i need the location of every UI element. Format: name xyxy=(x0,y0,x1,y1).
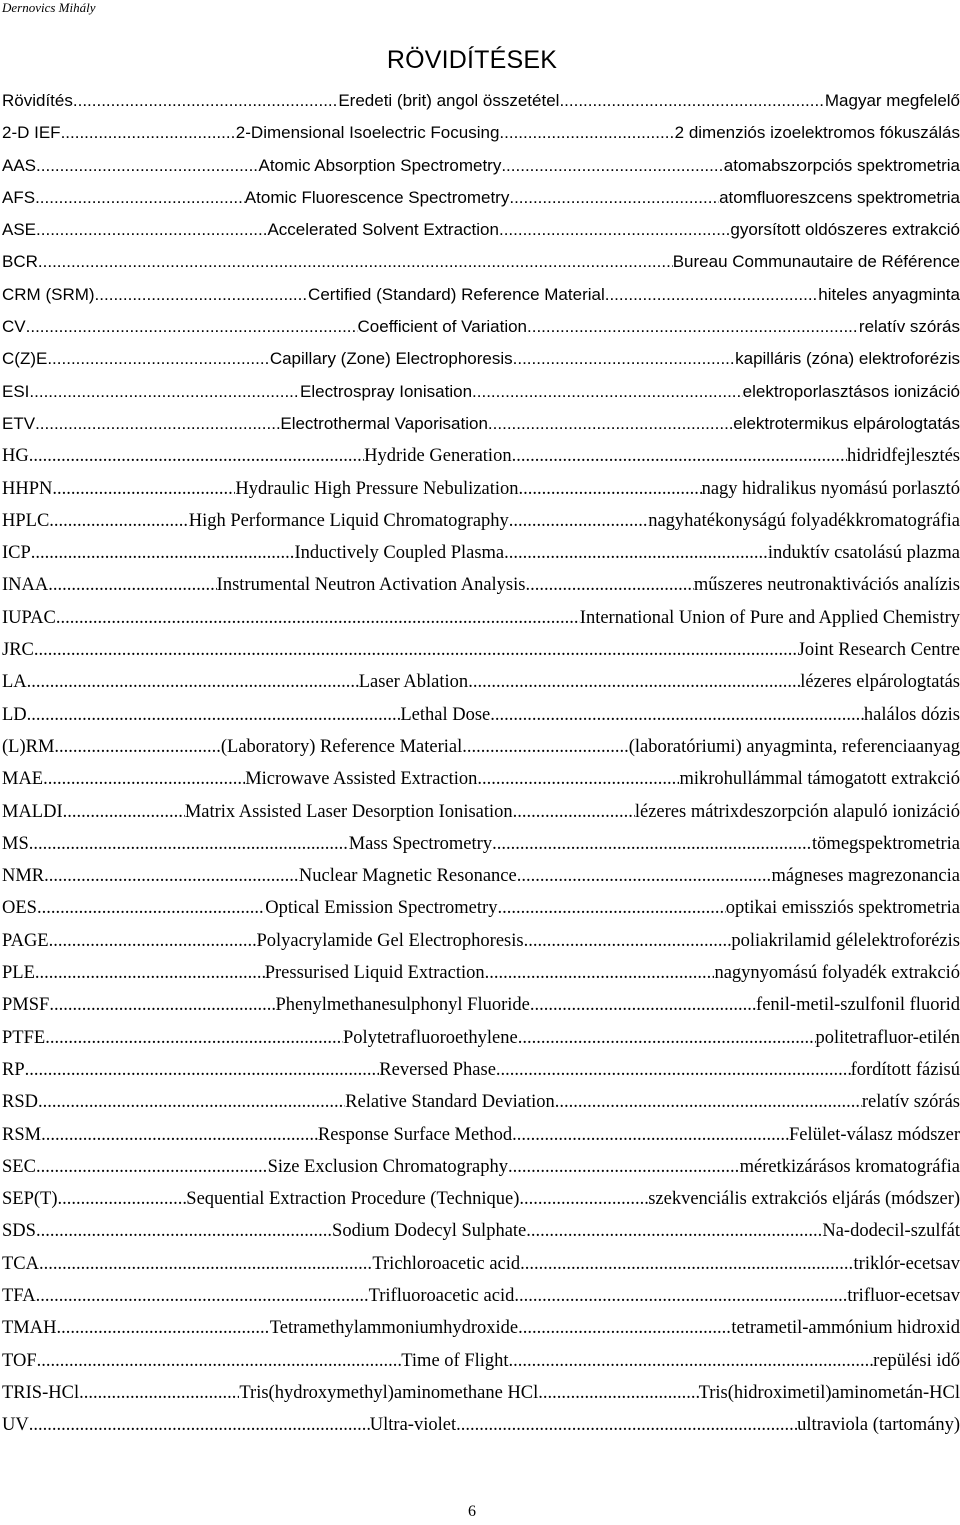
abbreviation: AAS xyxy=(2,155,37,175)
leader-dots xyxy=(555,1086,862,1118)
leader-dots xyxy=(56,602,580,634)
original-english-term: Atomic Fluorescence Spectrometry xyxy=(244,187,510,207)
abbreviation-rows xyxy=(2,117,960,1441)
leader-dots xyxy=(25,1054,380,1086)
leader-dots xyxy=(95,279,309,311)
abbreviation: PMSF xyxy=(2,995,50,1016)
abbreviation-row xyxy=(2,440,960,472)
original-english-term: High Performance Liquid Chromatography xyxy=(188,510,509,531)
abbreviation: LD xyxy=(2,704,27,725)
hungarian-equivalent: nagynyomású folyadék extrakció xyxy=(714,963,960,984)
abbreviation-row xyxy=(2,246,960,278)
leader-dots xyxy=(29,828,349,860)
abbreviation-list xyxy=(2,85,960,1441)
leader-dots xyxy=(27,699,401,731)
leader-dots xyxy=(496,1054,851,1086)
abbreviation: BCR xyxy=(2,252,38,272)
abbreviation: SEP(T) xyxy=(2,1189,58,1210)
leader-dots xyxy=(36,1151,268,1183)
leader-dots xyxy=(31,537,295,569)
original-english-term: Inductively Coupled Plasma xyxy=(294,543,505,564)
abbreviation: RSD xyxy=(2,1092,38,1113)
leader-dots xyxy=(58,1183,187,1215)
original-english-term: Joint Research Centre xyxy=(797,640,960,661)
abbreviation: JRC xyxy=(2,640,34,661)
leader-dots xyxy=(36,1280,369,1312)
leader-dots xyxy=(499,214,730,246)
original-english-term: Ultra-violet xyxy=(369,1415,457,1436)
column-header-abbreviation: Rövidítés xyxy=(2,91,73,110)
abbreviation: ETV xyxy=(2,413,36,433)
abbreviation: TOF xyxy=(2,1350,37,1371)
original-english-term: Reversed Phase xyxy=(379,1059,496,1080)
leader-dots xyxy=(43,763,245,795)
abbreviation: HPLC xyxy=(2,510,50,531)
abbreviation: NMR xyxy=(2,866,45,887)
original-english-term: Optical Emission Spectrometry xyxy=(265,898,498,919)
hungarian-equivalent: relatív szórás xyxy=(861,1092,960,1113)
leader-dots xyxy=(526,1215,822,1247)
page-number: 6 xyxy=(468,1503,476,1520)
abbreviation-row xyxy=(2,763,960,795)
abbreviation: SEC xyxy=(2,1156,36,1177)
leader-dots xyxy=(517,860,772,892)
abbreviation-row xyxy=(2,1312,960,1344)
leader-dots xyxy=(37,892,265,924)
abbreviation-row xyxy=(2,666,960,698)
original-english-term: Time of Flight xyxy=(401,1350,509,1371)
original-english-term: Matrix Assisted Laser Desorption Ionisation xyxy=(184,801,513,822)
hungarian-equivalent: atomabszorpciós spektrometria xyxy=(723,155,960,175)
leader-dots xyxy=(35,182,245,214)
hungarian-equivalent: relatív szórás xyxy=(858,317,960,337)
abbreviation: (L)RM xyxy=(2,736,55,757)
hungarian-equivalent: Felület-válasz módszer xyxy=(788,1124,960,1145)
leader-dots xyxy=(520,1248,853,1280)
leader-dots xyxy=(49,505,188,537)
leader-dots xyxy=(61,117,236,149)
leader-dots xyxy=(54,731,220,763)
leader-dots xyxy=(38,1086,345,1118)
abbreviation-row xyxy=(2,311,960,343)
abbreviation-row xyxy=(2,892,960,924)
leader-dots xyxy=(509,505,648,537)
abbreviation: TRIS-HCl xyxy=(2,1382,80,1403)
hungarian-equivalent: szekvenciális extrakciós eljárás (módszer) xyxy=(648,1189,960,1210)
abbreviation: UV xyxy=(2,1415,29,1436)
leader-dots xyxy=(35,408,280,440)
leader-dots xyxy=(513,796,635,828)
leader-dots xyxy=(518,1022,816,1054)
abbreviation-row xyxy=(2,1119,960,1151)
original-english-term: Polyacrylamide Gel Electrophoresis xyxy=(256,930,524,951)
original-english-term: Trifluoroacetic acid xyxy=(368,1285,515,1306)
abbreviation: AFS xyxy=(2,187,36,207)
original-english-term: Capillary (Zone) Electrophoresis xyxy=(269,349,513,369)
original-english-term: Certified (Standard) Reference Material xyxy=(308,284,605,304)
original-english-term: Pressurised Liquid Extraction xyxy=(264,963,485,984)
abbreviation-row xyxy=(2,1215,960,1247)
hungarian-equivalent: tömegspektrometria xyxy=(812,833,960,854)
original-english-term: Nuclear Magnetic Resonance xyxy=(298,866,517,887)
hungarian-equivalent: fordított fázisú xyxy=(850,1059,960,1080)
leader-dots xyxy=(530,989,756,1021)
leader-dots xyxy=(499,117,674,149)
abbreviation: PLE xyxy=(2,963,35,984)
abbreviation-row xyxy=(2,376,960,408)
leader-dots xyxy=(35,957,265,989)
abbreviation: OES xyxy=(2,898,37,919)
original-english-term: Size Exclusion Chromatography xyxy=(267,1156,509,1177)
leader-dots xyxy=(36,1215,332,1247)
leader-dots xyxy=(525,569,693,601)
original-english-term: Tetramethylammoniumhydroxide xyxy=(269,1318,519,1339)
leader-dots xyxy=(44,860,299,892)
leader-dots xyxy=(538,1377,698,1409)
hungarian-equivalent: elektrotermikus elpárologtatás xyxy=(733,413,960,433)
abbreviation: ICP xyxy=(2,543,31,564)
abbreviation-row xyxy=(2,569,960,601)
original-english-term: Laser Ablation xyxy=(358,672,469,693)
hungarian-equivalent: politetrafluor-etilén xyxy=(815,1027,960,1048)
abbreviation-row xyxy=(2,150,960,182)
abbreviation: LA xyxy=(2,672,27,693)
original-english-term: Microwave Assisted Extraction xyxy=(245,769,478,790)
leader-dots xyxy=(39,1248,372,1280)
abbreviation: RP xyxy=(2,1059,25,1080)
leader-dots xyxy=(518,1312,731,1344)
abbreviation: CV xyxy=(2,317,26,337)
hungarian-equivalent: tetrametil-ammónium hidroxid xyxy=(731,1318,960,1339)
leader-dots xyxy=(456,1409,797,1441)
abbreviation-row xyxy=(2,1280,960,1312)
original-english-term: Instrumental Neutron Activation Analysis xyxy=(216,575,526,596)
hungarian-equivalent: kapilláris (zóna) elektroforézis xyxy=(735,349,960,369)
abbreviation-row xyxy=(2,957,960,989)
abbreviation-row xyxy=(2,505,960,537)
hungarian-equivalent: hiteles anyagminta xyxy=(818,284,960,304)
abbreviation-row xyxy=(2,634,960,666)
page-title: RÖVIDÍTÉSEK xyxy=(386,46,558,74)
hungarian-equivalent: ultraviola (tartomány) xyxy=(797,1415,960,1436)
abbreviation-row xyxy=(2,1086,960,1118)
abbreviation-row xyxy=(2,925,960,957)
original-english-term: Sodium Dodecyl Sulphate xyxy=(332,1221,527,1242)
abbreviation: ASE xyxy=(2,220,37,240)
abbreviation: HG xyxy=(2,446,29,467)
hungarian-equivalent: nagy hidralikus nyomású porlasztó xyxy=(701,478,960,499)
abbreviation: ESI xyxy=(2,381,30,401)
original-english-term: Lethal Dose xyxy=(400,704,491,725)
leader-dots xyxy=(36,150,258,182)
leader-dots xyxy=(47,343,269,375)
leader-dots xyxy=(472,376,743,408)
original-english-term: Electrospray Ionisation xyxy=(300,381,473,401)
original-english-term: Accelerated Solvent Extraction xyxy=(267,220,499,240)
leader-dots xyxy=(37,1345,402,1377)
leader-dots xyxy=(34,634,798,666)
original-english-term: International Union of Pure and Applied Chemistry xyxy=(579,607,960,628)
leader-dots xyxy=(468,666,800,698)
leader-dots xyxy=(73,85,338,117)
hungarian-equivalent: (laboratóriumi) anyagminta, referenciaanyag xyxy=(628,736,960,757)
abbreviation: HHPN xyxy=(2,478,53,499)
leader-dots xyxy=(29,376,300,408)
leader-dots xyxy=(63,796,185,828)
running-header-author: Dernovics Mihály xyxy=(2,0,96,15)
abbreviation: MS xyxy=(2,833,29,854)
abbreviation-row xyxy=(2,1022,960,1054)
abbreviation-row xyxy=(2,1377,960,1409)
hungarian-equivalent: 2 dimenziós izoelektromos fókuszálás xyxy=(674,123,960,143)
leader-dots xyxy=(524,925,732,957)
abbreviation-row xyxy=(2,1054,960,1086)
original-english-term: Mass Spectrometry xyxy=(348,833,493,854)
original-english-term: Coefficient of Variation xyxy=(357,317,527,337)
column-header-row xyxy=(2,85,960,117)
leader-dots xyxy=(492,828,812,860)
original-english-term: Tris(hydroxymethyl)aminomethane HCl xyxy=(239,1382,539,1403)
original-english-term: Hydride Generation xyxy=(364,446,512,467)
abbreviation: 2-D IEF xyxy=(2,123,61,143)
column-header-hungarian: Magyar megfelelő xyxy=(824,91,960,110)
leader-dots xyxy=(605,279,819,311)
abbreviation-row xyxy=(2,117,960,149)
hungarian-equivalent: lézeres elpárologtatás xyxy=(800,672,960,693)
hungarian-equivalent: fenil-metil-szulfonil fluorid xyxy=(756,995,960,1016)
leader-dots xyxy=(29,440,364,472)
abbreviation: SDS xyxy=(2,1221,36,1242)
leader-dots xyxy=(519,473,702,505)
hungarian-equivalent: elektroporlasztásos ionizáció xyxy=(742,381,960,401)
abbreviation-row xyxy=(2,1409,960,1441)
leader-dots xyxy=(52,473,235,505)
abbreviation-row xyxy=(2,279,960,311)
hungarian-equivalent: mágneses magrezonancia xyxy=(771,866,960,887)
hungarian-equivalent: trifluor-ecetsav xyxy=(847,1285,960,1306)
abbreviation-row xyxy=(2,796,960,828)
abbreviation: RSM xyxy=(2,1124,42,1145)
leader-dots xyxy=(519,1183,648,1215)
leader-dots xyxy=(56,1312,269,1344)
abbreviation: MALDI xyxy=(2,801,63,822)
leader-dots xyxy=(504,537,768,569)
leader-dots xyxy=(27,666,359,698)
abbreviation-row xyxy=(2,699,960,731)
hungarian-equivalent: optikai emissziós spektrometria xyxy=(725,898,960,919)
hungarian-equivalent: atomfluoreszcens spektrometria xyxy=(719,187,960,207)
leader-dots xyxy=(509,1345,874,1377)
leader-dots xyxy=(26,311,358,343)
leader-dots xyxy=(29,1409,370,1441)
hungarian-equivalent: nagyhatékonyságú folyadékkromatográfia xyxy=(648,510,960,531)
original-english-term: Response Surface Method xyxy=(317,1124,513,1145)
hungarian-equivalent: induktív csatolású plazma xyxy=(767,543,960,564)
abbreviation-row xyxy=(2,537,960,569)
abbreviation-row xyxy=(2,214,960,246)
leader-dots xyxy=(527,311,859,343)
abbreviation-row xyxy=(2,731,960,763)
hungarian-equivalent: halálos dózis xyxy=(863,704,960,725)
abbreviation: IUPAC xyxy=(2,607,56,628)
leader-dots xyxy=(488,408,733,440)
leader-dots xyxy=(36,214,267,246)
hungarian-equivalent: lézeres mátrixdeszorpción alapuló ionizáció xyxy=(634,801,960,822)
abbreviation-row xyxy=(2,1248,960,1280)
abbreviation: INAA xyxy=(2,575,49,596)
original-english-term: Atomic Absorption Spectrometry xyxy=(258,155,502,175)
abbreviation-row xyxy=(2,1151,960,1183)
abbreviation: CRM (SRM) xyxy=(2,284,95,304)
abbreviation-row xyxy=(2,408,960,440)
hungarian-equivalent: műszeres neutronaktivációs analízis xyxy=(693,575,960,596)
abbreviation: MAE xyxy=(2,769,44,790)
original-english-term: (Laboratory) Reference Material xyxy=(220,736,463,757)
abbreviation-row xyxy=(2,473,960,505)
leader-dots xyxy=(38,246,673,278)
abbreviation: TMAH xyxy=(2,1318,57,1339)
abbreviation-row xyxy=(2,1345,960,1377)
abbreviation-row xyxy=(2,989,960,1021)
original-english-term: Trichloroacetic acid xyxy=(372,1253,521,1274)
hungarian-equivalent: hidridfejlesztés xyxy=(846,446,960,467)
leader-dots xyxy=(490,699,864,731)
abbreviation-row xyxy=(2,343,960,375)
leader-dots xyxy=(485,957,715,989)
hungarian-equivalent: Tris(hidroximetil)aminometán-HCl xyxy=(698,1382,960,1403)
leader-dots xyxy=(514,1280,847,1312)
hungarian-equivalent: triklór-ecetsav xyxy=(853,1253,960,1274)
leader-dots xyxy=(512,440,847,472)
original-english-term: 2-Dimensional Isoelectric Focusing xyxy=(235,123,500,143)
abbreviation-row xyxy=(2,860,960,892)
leader-dots xyxy=(559,85,824,117)
original-english-term: Phenylmethanesulphonyl Fluoride xyxy=(275,995,530,1016)
leader-dots xyxy=(79,1377,239,1409)
abbreviation-row xyxy=(2,828,960,860)
hungarian-equivalent: gyorsított oldószeres extrakció xyxy=(730,220,960,240)
column-header-original: Eredeti (brit) angol összetétel xyxy=(338,91,560,110)
abbreviation: PTFE xyxy=(2,1027,46,1048)
abbreviation-row xyxy=(2,602,960,634)
original-english-term: Hydraulic High Pressure Nebulization xyxy=(235,478,519,499)
leader-dots xyxy=(497,892,725,924)
hungarian-equivalent: Na-dodecil-szulfát xyxy=(822,1221,960,1242)
leader-dots xyxy=(501,150,723,182)
leader-dots xyxy=(512,1119,789,1151)
leader-dots xyxy=(45,1022,343,1054)
hungarian-equivalent: méretkizárásos kromatográfia xyxy=(739,1156,960,1177)
leader-dots xyxy=(48,569,216,601)
abbreviation-row xyxy=(2,182,960,214)
abbreviation: TCA xyxy=(2,1253,39,1274)
original-english-term: Relative Standard Deviation xyxy=(345,1092,555,1113)
abbreviation: C(Z)E xyxy=(2,349,48,369)
hungarian-equivalent: repülési idő xyxy=(873,1350,960,1371)
original-english-term: Bureau Communautaire de Référence xyxy=(672,252,960,272)
abbreviation-row xyxy=(2,1183,960,1215)
leader-dots xyxy=(509,182,719,214)
leader-dots xyxy=(49,925,257,957)
leader-dots xyxy=(462,731,628,763)
hungarian-equivalent: poliakrilamid gélelektroforézis xyxy=(731,930,960,951)
hungarian-equivalent: mikrohullámmal támogatott extrakció xyxy=(679,769,960,790)
original-english-term: Polytetrafluoroethylene xyxy=(343,1027,518,1048)
leader-dots xyxy=(41,1119,318,1151)
abbreviation: TFA xyxy=(2,1285,36,1306)
leader-dots xyxy=(513,343,735,375)
leader-dots xyxy=(49,989,275,1021)
abbreviation: PAGE xyxy=(2,930,49,951)
original-english-term: Electrothermal Vaporisation xyxy=(280,413,488,433)
original-english-term: Sequential Extraction Procedure (Technique) xyxy=(186,1189,520,1210)
leader-dots xyxy=(508,1151,740,1183)
leader-dots xyxy=(477,763,679,795)
